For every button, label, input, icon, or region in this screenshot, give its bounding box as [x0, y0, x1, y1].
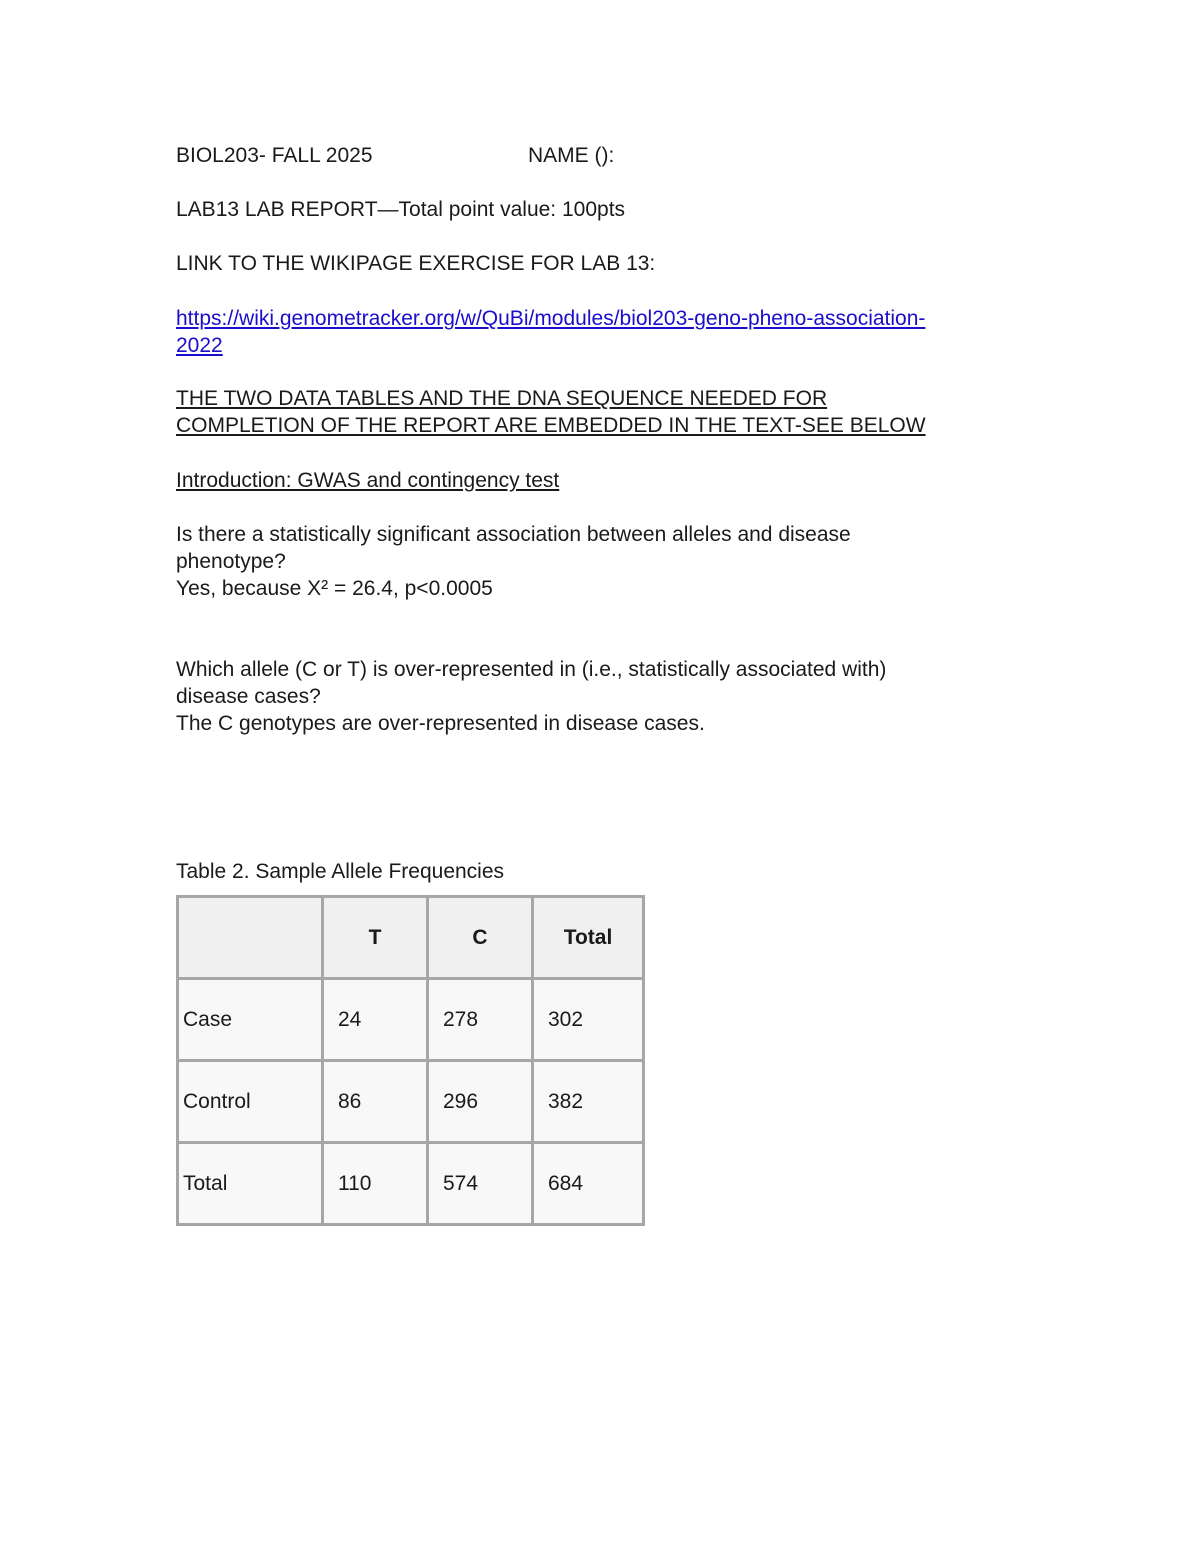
table-row: [178, 1061, 644, 1143]
wiki-link[interactable]: [176, 305, 1036, 359]
table-cell: 110: [323, 1143, 428, 1225]
wiki-link-line2[interactable]: 2022: [176, 334, 223, 357]
table-cell: 296: [428, 1061, 533, 1143]
table-caption: Table 2. Sample Allele Frequencies: [176, 860, 505, 883]
table-row: [178, 979, 644, 1061]
notice-line1: THE TWO DATA TABLES AND THE DNA SEQUENCE NEEDED FOR: [176, 387, 828, 410]
name-label: NAME ():: [528, 144, 615, 167]
table-cell: 574: [428, 1143, 533, 1225]
table-cell: 684: [533, 1143, 644, 1225]
link-label: LINK TO THE WIKIPAGE EXERCISE FOR LAB 13:: [176, 252, 656, 275]
row-label: Total: [178, 1143, 323, 1225]
question-1: [176, 521, 1036, 575]
table-header-cell: Total: [533, 897, 644, 979]
table-cell: 24: [323, 979, 428, 1061]
table-header-cell: T: [323, 897, 428, 979]
notice-line2: COMPLETION OF THE REPORT ARE EMBEDDED IN THE TEXT-SEE BELOW: [176, 414, 926, 437]
question-2: [176, 656, 1036, 710]
answer-1: Yes, because X² = 26.4, p<0.0005: [176, 577, 493, 600]
course-title: BIOL203- FALL 2025: [176, 144, 373, 167]
question-2-line1: Which allele (C or T) is over-represented in (i.e., statistically associated with): [176, 658, 887, 681]
table-row: [178, 1143, 644, 1225]
table-header-cell: C: [428, 897, 533, 979]
table-cell: 278: [428, 979, 533, 1061]
answer-2: The C genotypes are over-represented in disease cases.: [176, 712, 705, 735]
allele-frequency-table: [176, 895, 645, 1226]
table-cell: 382: [533, 1061, 644, 1143]
question-2-line2: disease cases?: [176, 685, 321, 708]
row-label: Control: [178, 1061, 323, 1143]
header-line: [176, 142, 1036, 169]
wiki-link-line1[interactable]: https://wiki.genometracker.org/w/QuBi/modules/biol203-geno-pheno-association-: [176, 307, 926, 330]
table-cell: 302: [533, 979, 644, 1061]
intro-heading: Introduction: GWAS and contingency test: [176, 469, 560, 492]
table-cell: 86: [323, 1061, 428, 1143]
table-header-row: [178, 897, 644, 979]
report-title: LAB13 LAB REPORT—Total point value: 100pts: [176, 198, 626, 221]
question-1-line1: Is there a statistically significant association between alleles and disease: [176, 523, 851, 546]
table-header-cell: [178, 897, 323, 979]
row-label: Case: [178, 979, 323, 1061]
question-1-line2: phenotype?: [176, 550, 286, 573]
notice-text: [176, 385, 1036, 439]
